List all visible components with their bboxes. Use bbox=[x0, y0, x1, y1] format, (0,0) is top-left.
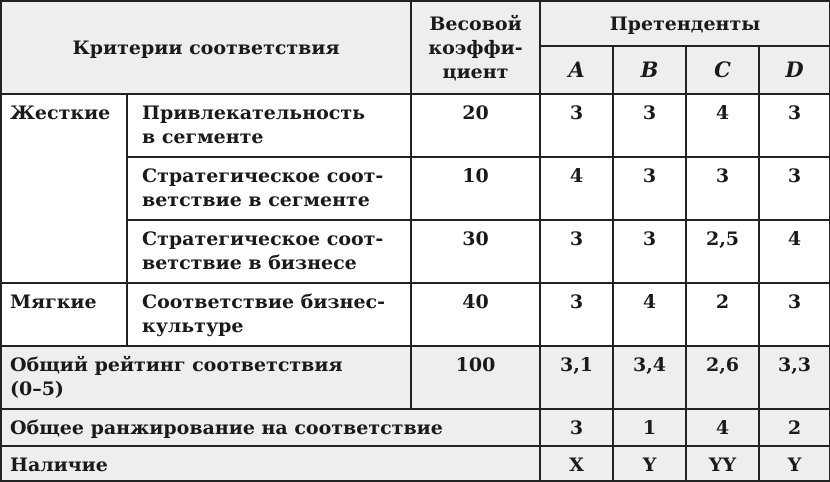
score-cell-a: 3 bbox=[540, 283, 613, 346]
score-cell-b: 3 bbox=[613, 220, 686, 283]
criterion-cell bbox=[127, 94, 411, 157]
criteria-header: Критерии соответствия bbox=[1, 1, 411, 94]
overall-rank-label: Общее ранжирование на соответствие bbox=[1, 409, 540, 446]
availability-a: X bbox=[540, 446, 613, 481]
score-cell-c: 2,5 bbox=[686, 220, 759, 283]
score-cell-b: 4 bbox=[613, 283, 686, 346]
score-cell-c: 3 bbox=[686, 157, 759, 220]
total-score-b: 3,4 bbox=[613, 346, 686, 409]
rank-a: 3 bbox=[540, 409, 613, 446]
criterion-line-2: ветствие в бизнесе bbox=[142, 252, 357, 274]
criterion-cell bbox=[127, 157, 411, 220]
score-cell-a: 3 bbox=[540, 220, 613, 283]
score-cell-c: 4 bbox=[686, 94, 759, 157]
candidates-header: Претенденты bbox=[540, 1, 830, 46]
weight-header bbox=[411, 1, 540, 94]
criterion-line-2: ветствие в сегменте bbox=[142, 189, 370, 211]
score-cell-d: 3 bbox=[759, 283, 830, 346]
criterion-line-1: Привлекательность bbox=[142, 102, 366, 124]
weight-header-line-3: циент bbox=[442, 60, 509, 83]
weight-header-line-2: коэффи- bbox=[428, 36, 523, 59]
candidate-b-header: B bbox=[613, 46, 686, 94]
rank-c: 4 bbox=[686, 409, 759, 446]
criterion-line-2: культуре bbox=[142, 315, 244, 337]
criterion-line-1: Соответствие бизнес- bbox=[142, 291, 385, 313]
table-row bbox=[1, 94, 830, 157]
total-score-a: 3,1 bbox=[540, 346, 613, 409]
candidate-a-header: A bbox=[540, 46, 613, 94]
weight-cell: 10 bbox=[411, 157, 540, 220]
overall-rank-row bbox=[1, 409, 830, 446]
weight-cell: 40 bbox=[411, 283, 540, 346]
score-cell-b: 3 bbox=[613, 94, 686, 157]
candidate-c-header: C bbox=[686, 46, 759, 94]
rank-b: 1 bbox=[613, 409, 686, 446]
total-rating-label-line-1: Общий рейтинг соответствия bbox=[10, 354, 343, 376]
score-cell-a: 4 bbox=[540, 157, 613, 220]
total-rating-row bbox=[1, 346, 830, 409]
score-cell-c: 2 bbox=[686, 283, 759, 346]
availability-label: Наличие bbox=[1, 446, 540, 481]
total-rating-label-line-2: (0–5) bbox=[10, 378, 64, 400]
score-cell-d: 3 bbox=[759, 94, 830, 157]
criterion-line-2: в сегменте bbox=[142, 126, 264, 148]
rank-d: 2 bbox=[759, 409, 830, 446]
criterion-cell bbox=[127, 283, 411, 346]
score-cell-d: 3 bbox=[759, 157, 830, 220]
weight-cell: 20 bbox=[411, 94, 540, 157]
criterion-cell bbox=[127, 220, 411, 283]
score-cell-b: 3 bbox=[613, 157, 686, 220]
total-weight-cell: 100 bbox=[411, 346, 540, 409]
header-row-top bbox=[1, 1, 830, 46]
score-cell-d: 4 bbox=[759, 220, 830, 283]
total-score-c: 2,6 bbox=[686, 346, 759, 409]
criterion-line-1: Стратегическое соот- bbox=[142, 228, 384, 250]
availability-b: Y bbox=[613, 446, 686, 481]
score-cell-a: 3 bbox=[540, 94, 613, 157]
weight-cell: 30 bbox=[411, 220, 540, 283]
candidate-d-header: D bbox=[759, 46, 830, 94]
weight-header-line-1: Весовой bbox=[429, 12, 522, 35]
group-label-soft: Мягкие bbox=[1, 283, 127, 346]
total-score-d: 3,3 bbox=[759, 346, 830, 409]
criterion-line-1: Стратегическое соот- bbox=[142, 165, 384, 187]
total-rating-label bbox=[1, 346, 411, 409]
group-label-hard: Жесткие bbox=[1, 94, 127, 283]
table-row bbox=[1, 283, 830, 346]
availability-c: YY bbox=[686, 446, 759, 481]
availability-d: Y bbox=[759, 446, 830, 481]
availability-row bbox=[1, 446, 830, 481]
